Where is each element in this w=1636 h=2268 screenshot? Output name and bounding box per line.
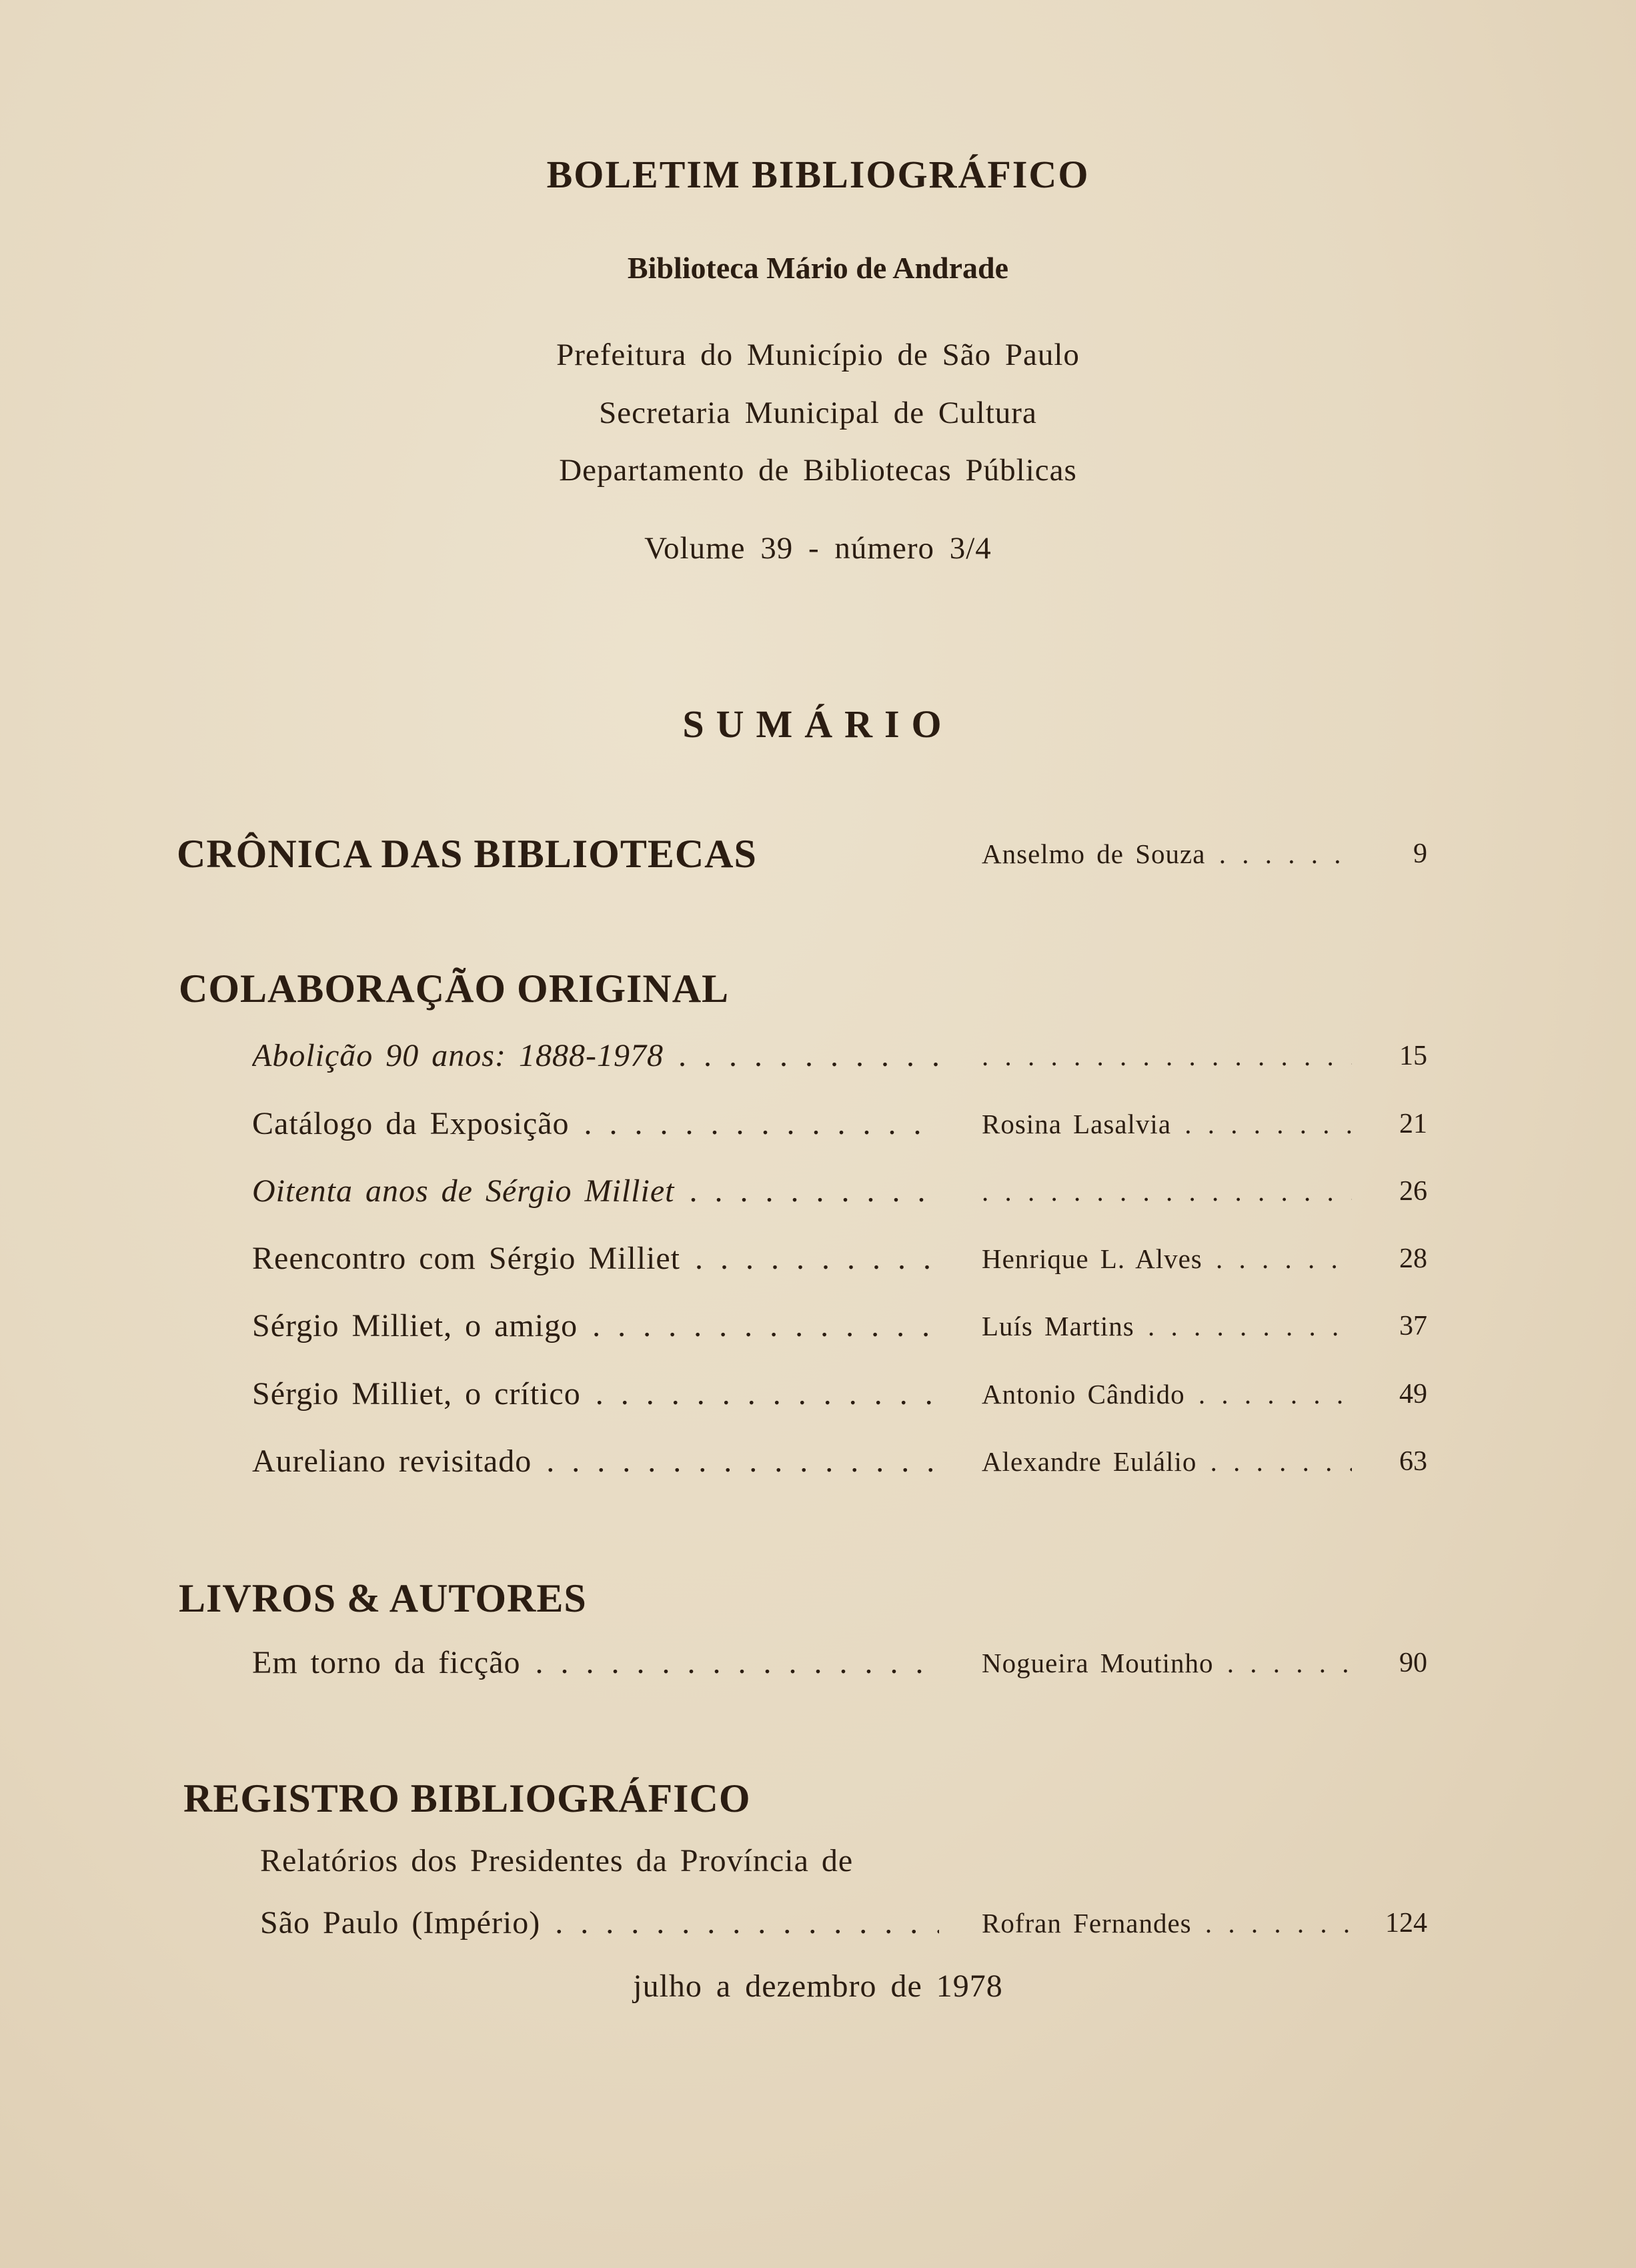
entry-page: 124 xyxy=(1385,1908,1427,1938)
entry-author: Rofran Fernandes . . . xyxy=(982,1904,1352,1939)
toc-entry-title-line xyxy=(0,1842,1636,1889)
entry-author xyxy=(982,1037,1352,1072)
entry-title: Abolição 90 anos: 1888-1978 . . . xyxy=(252,1037,939,1074)
entry-title: Sérgio Milliet, o crítico . . . xyxy=(252,1375,939,1412)
entry-title-line-1: Relatórios dos Presidentes da Província de xyxy=(260,1843,854,1878)
entry-page: 26 xyxy=(1399,1176,1427,1207)
toc-entry xyxy=(0,1037,1636,1084)
library-name: Biblioteca Mário de Andrade xyxy=(627,251,1009,285)
toc-entry xyxy=(0,1240,1636,1287)
entry-title: Reencontro com Sérgio Milliet . . . xyxy=(252,1240,939,1277)
entry-page: 9 xyxy=(1413,838,1427,869)
entry-page: 15 xyxy=(1399,1041,1427,1071)
section-heading-livros: LIVROS & AUTORES xyxy=(179,1576,587,1620)
entry-author: Antonio Cândido . . . xyxy=(982,1375,1352,1410)
institution-line-1: Prefeitura do Município de São Paulo xyxy=(556,338,1080,372)
entry-page: 63 xyxy=(1399,1446,1427,1477)
entry-title: Em torno da ficção . . . xyxy=(252,1644,939,1681)
bulletin-title: BOLETIM BIBLIOGRÁFICO xyxy=(546,153,1090,196)
toc-entry xyxy=(0,1375,1636,1422)
entry-title: São Paulo (Império) . . . xyxy=(260,1904,939,1941)
entry-author: Alexandre Eulálio . . . xyxy=(982,1443,1352,1478)
entry-page: 37 xyxy=(1399,1311,1427,1341)
entry-author xyxy=(982,1173,1352,1207)
entry-title: Oitenta anos de Sérgio Milliet . . . xyxy=(252,1173,939,1209)
entry-page: 90 xyxy=(1399,1648,1427,1678)
entry-title: Catálogo da Exposição . . . xyxy=(252,1105,939,1142)
institution-line-2: Secretaria Municipal de Cultura xyxy=(599,396,1037,430)
institution-line-3: Departamento de Bibliotecas Públicas xyxy=(559,453,1077,488)
entry-title: Sérgio Milliet, o amigo . . . xyxy=(252,1307,939,1344)
entry-author: Anselmo de Souza . . . xyxy=(982,835,1352,870)
entry-author: Nogueira Moutinho . . . xyxy=(982,1644,1352,1679)
entry-page: 49 xyxy=(1399,1379,1427,1409)
entry-author: Rosina Lasalvia . . . xyxy=(982,1105,1352,1140)
section-heading-cronica: CRÔNICA DAS BIBLIOTECAS xyxy=(177,832,757,876)
toc-entry xyxy=(0,1105,1636,1152)
toc-entry-cronica xyxy=(0,832,1636,882)
toc-entry xyxy=(0,1443,1636,1490)
entry-author: Luís Martins . . . xyxy=(982,1307,1352,1342)
entry-title: Aureliano revisitado . . . xyxy=(252,1443,939,1480)
toc-entry xyxy=(0,1307,1636,1354)
volume-number: Volume 39 - número 3/4 xyxy=(644,531,992,566)
toc-entry xyxy=(0,1644,1636,1691)
entry-page: 28 xyxy=(1399,1243,1427,1274)
toc-entry xyxy=(0,1173,1636,1219)
entry-page: 21 xyxy=(1399,1109,1427,1139)
section-heading-colaboracao: COLABORAÇÃO ORIGINAL xyxy=(179,967,730,1011)
section-heading-registro: REGISTRO BIBLIOGRÁFICO xyxy=(183,1776,751,1820)
entry-author: Henrique L. Alves . . . xyxy=(982,1240,1352,1275)
publication-date: julho a dezembro de 1978 xyxy=(633,1968,1003,2004)
toc-entry xyxy=(0,1904,1636,1951)
summary-heading: SUMÁRIO xyxy=(682,702,954,746)
